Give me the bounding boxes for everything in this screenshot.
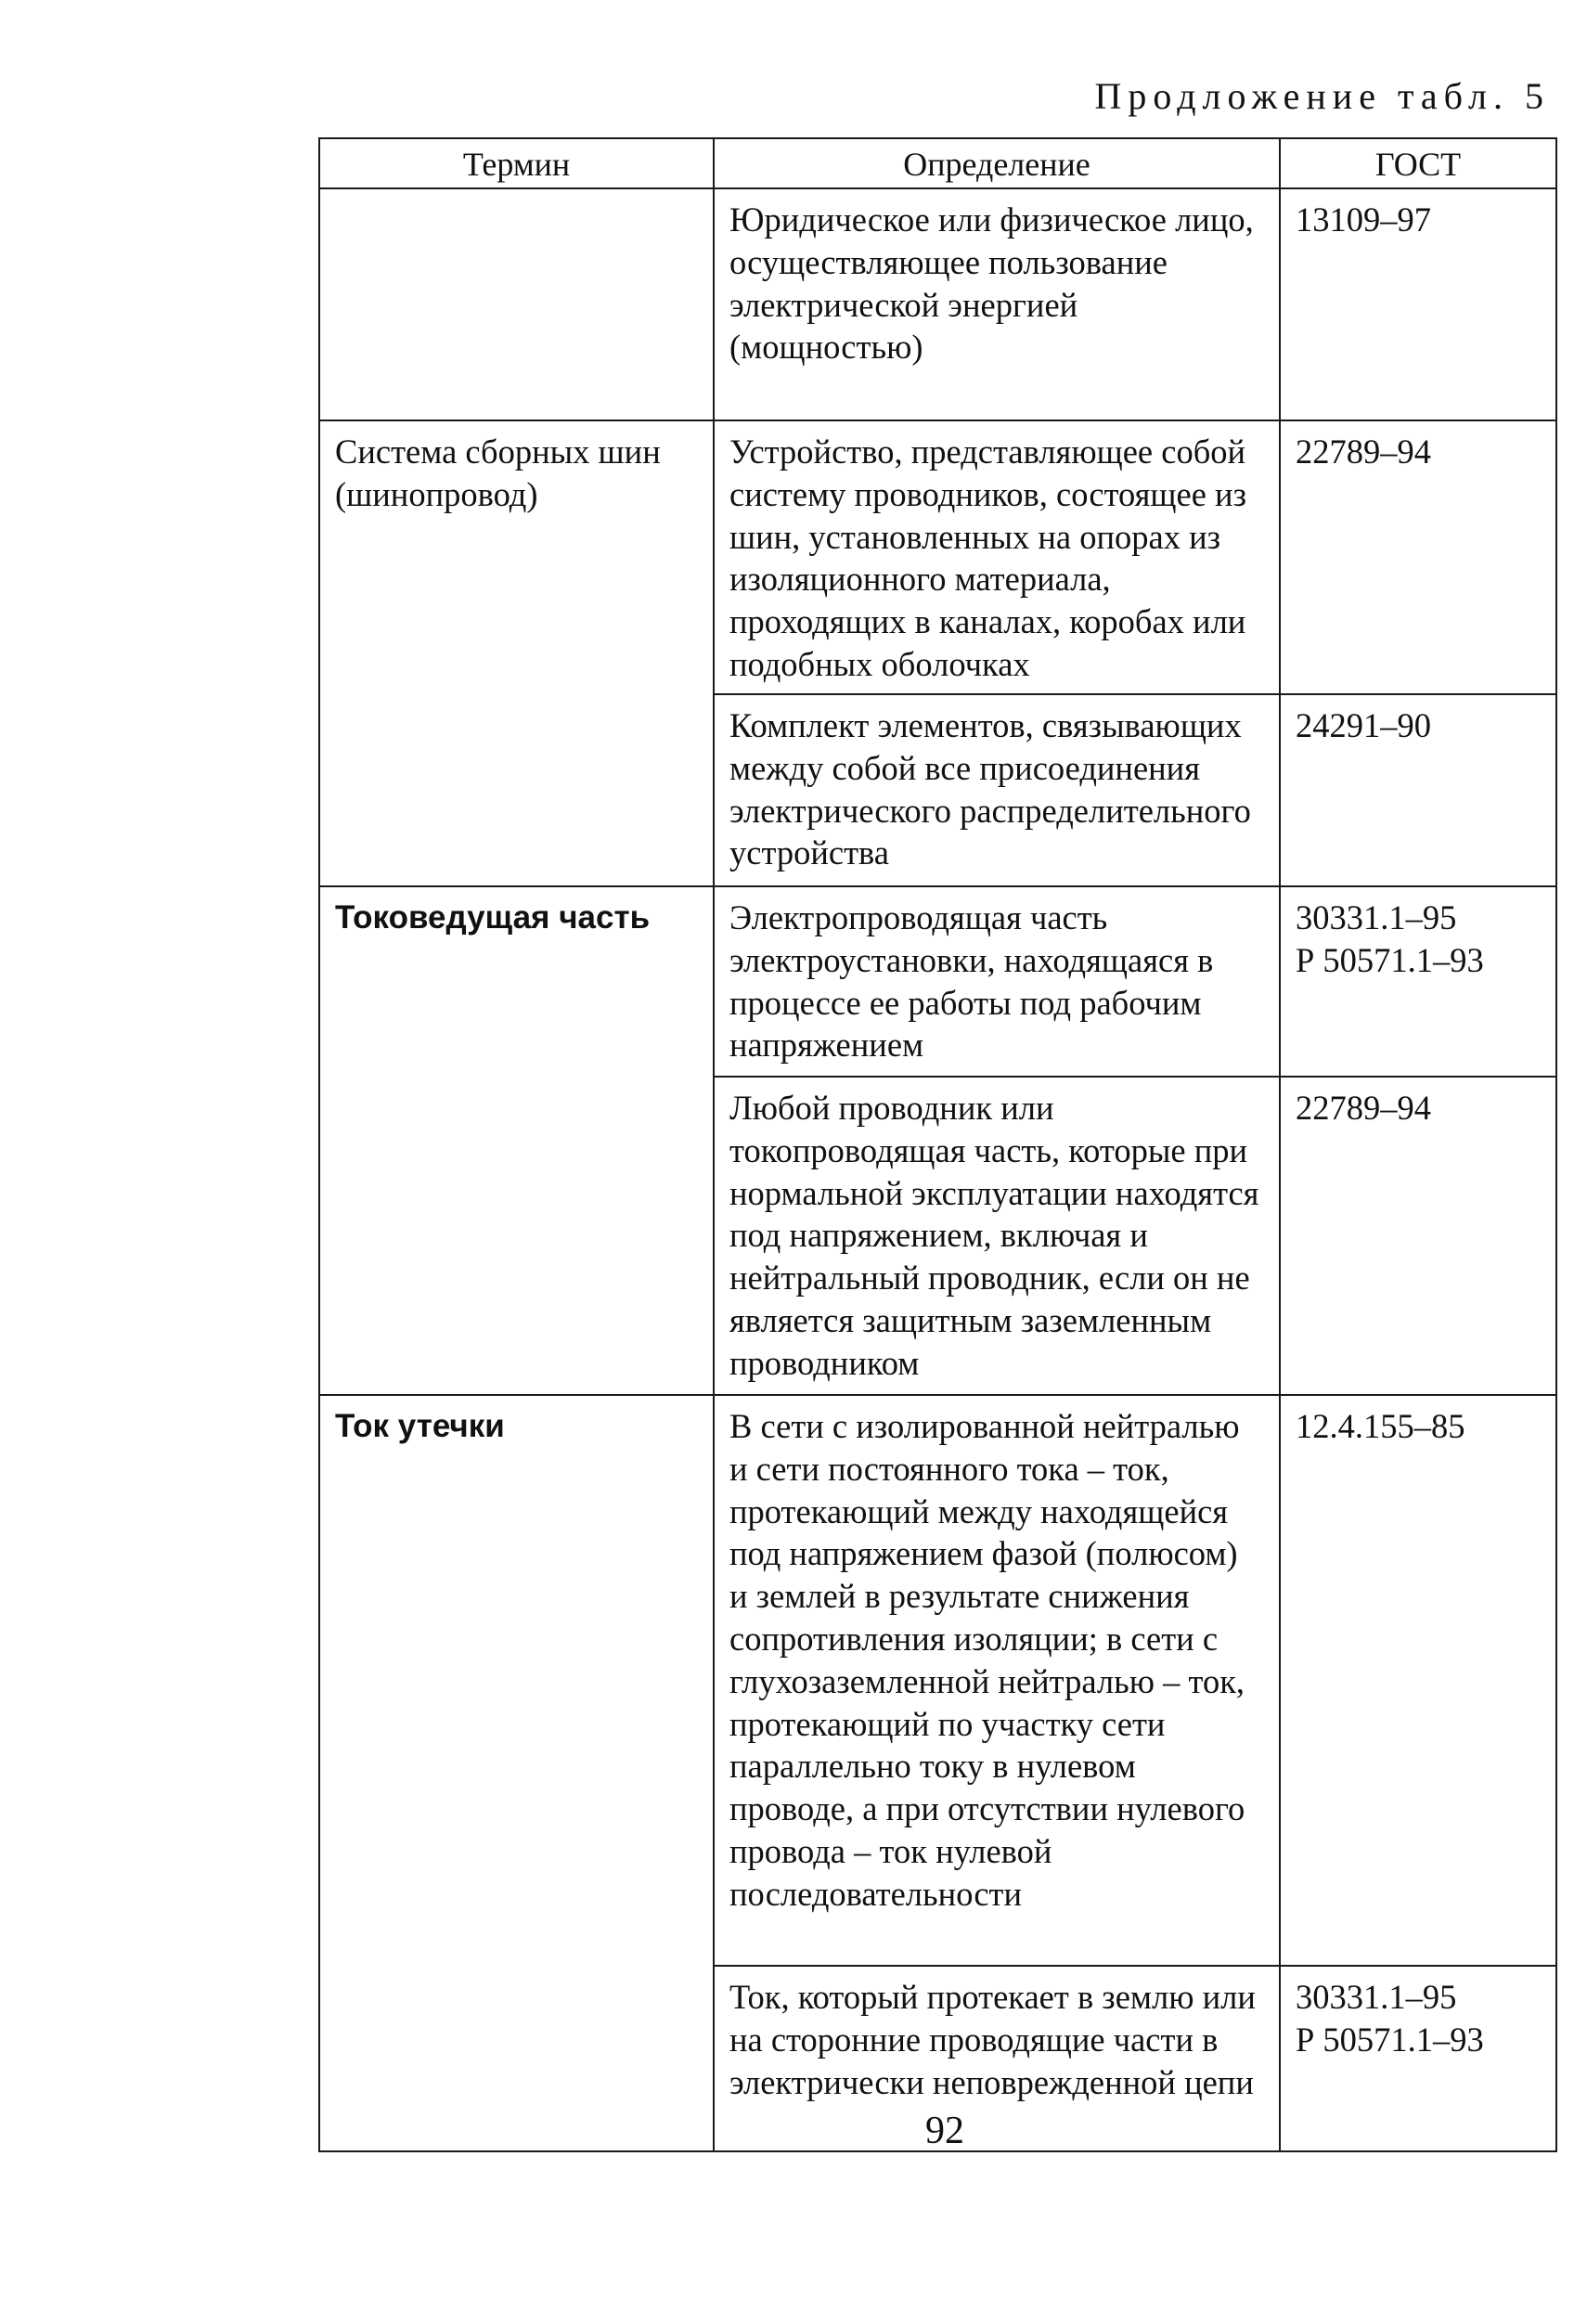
term-cell: Токоведущая часть [319, 886, 714, 1395]
gost-cell [1280, 1077, 1556, 1395]
table-row [319, 886, 1556, 1077]
terms-table [318, 137, 1557, 2152]
column-header-term: Термин [319, 138, 714, 188]
table-continuation-heading: Продложение табл. 5 [1094, 75, 1550, 117]
definition-cell: Устройство, представляющее собой систему проводников, состоящее из шин, установленных на опорах из изоляционного материала, проходящих в каналах, коробах или подобных оболочках [714, 420, 1280, 694]
gost-cell [1280, 420, 1556, 694]
gost-number: Р 50571.1–93 [1296, 940, 1484, 979]
definition-cell: Юридическое или физическое лицо, осуществляющее пользование электрической энергией (мощностью) [714, 188, 1280, 420]
gost-number: 22789–94 [1296, 1089, 1431, 1127]
term-cell: Ток утечки [319, 1395, 714, 2151]
table-row [319, 188, 1556, 420]
definition-cell: Любой проводник или токопроводящая часть, которые при нормальной эксплуатации находятся под напряжением, включая и нейтральный проводник, если он не является защитным заземленным проводником [714, 1077, 1280, 1395]
definition-cell: Комплект элементов, связывающих между собой все присоединения электрического распределительного устройства [714, 694, 1280, 886]
gost-number: 22789–94 [1296, 433, 1431, 471]
gost-number: 12.4.155–85 [1296, 1407, 1465, 1445]
gost-cell [1280, 188, 1556, 420]
page-number: 92 [925, 2110, 964, 2152]
definition-cell: Ток, который протекает в землю или на сторонние проводящие части в электрически неповрежденной цепи [714, 1966, 1280, 2151]
definition-cell: В сети с изолированной нейтралью и сети постоянного тока – ток, протекающий между находящейся под напряжением фазой (полюсом) и землей в результате снижения сопротивления изоляции; в сети с глухозаземленной нейтралью – ток, протекающий по участку сети параллельно току в нулевом проводе, а при отсутствии нулевого провода – ток нулевой последовательности [714, 1395, 1280, 1966]
gost-number: 13109–97 [1296, 200, 1431, 239]
gost-number: 30331.1–95 [1296, 1978, 1457, 2016]
gost-number: 30331.1–95 [1296, 898, 1457, 936]
gost-cell [1280, 1395, 1556, 1966]
gost-cell [1280, 886, 1556, 1077]
term-cell: Система сборных шин (шинопровод) [319, 420, 714, 886]
column-header-definition: Определение [714, 138, 1280, 188]
gost-number: 24291–90 [1296, 706, 1431, 744]
column-header-gost: ГОСТ [1280, 138, 1556, 188]
table-header-row [319, 138, 1556, 188]
table-row [319, 1395, 1556, 1966]
table-row [319, 420, 1556, 694]
gost-cell [1280, 694, 1556, 886]
gost-number: Р 50571.1–93 [1296, 2020, 1484, 2059]
term-cell [319, 188, 714, 420]
definition-cell: Электропроводящая часть электроустановки, находящаяся в процессе ее работы под рабочим напряжением [714, 886, 1280, 1077]
